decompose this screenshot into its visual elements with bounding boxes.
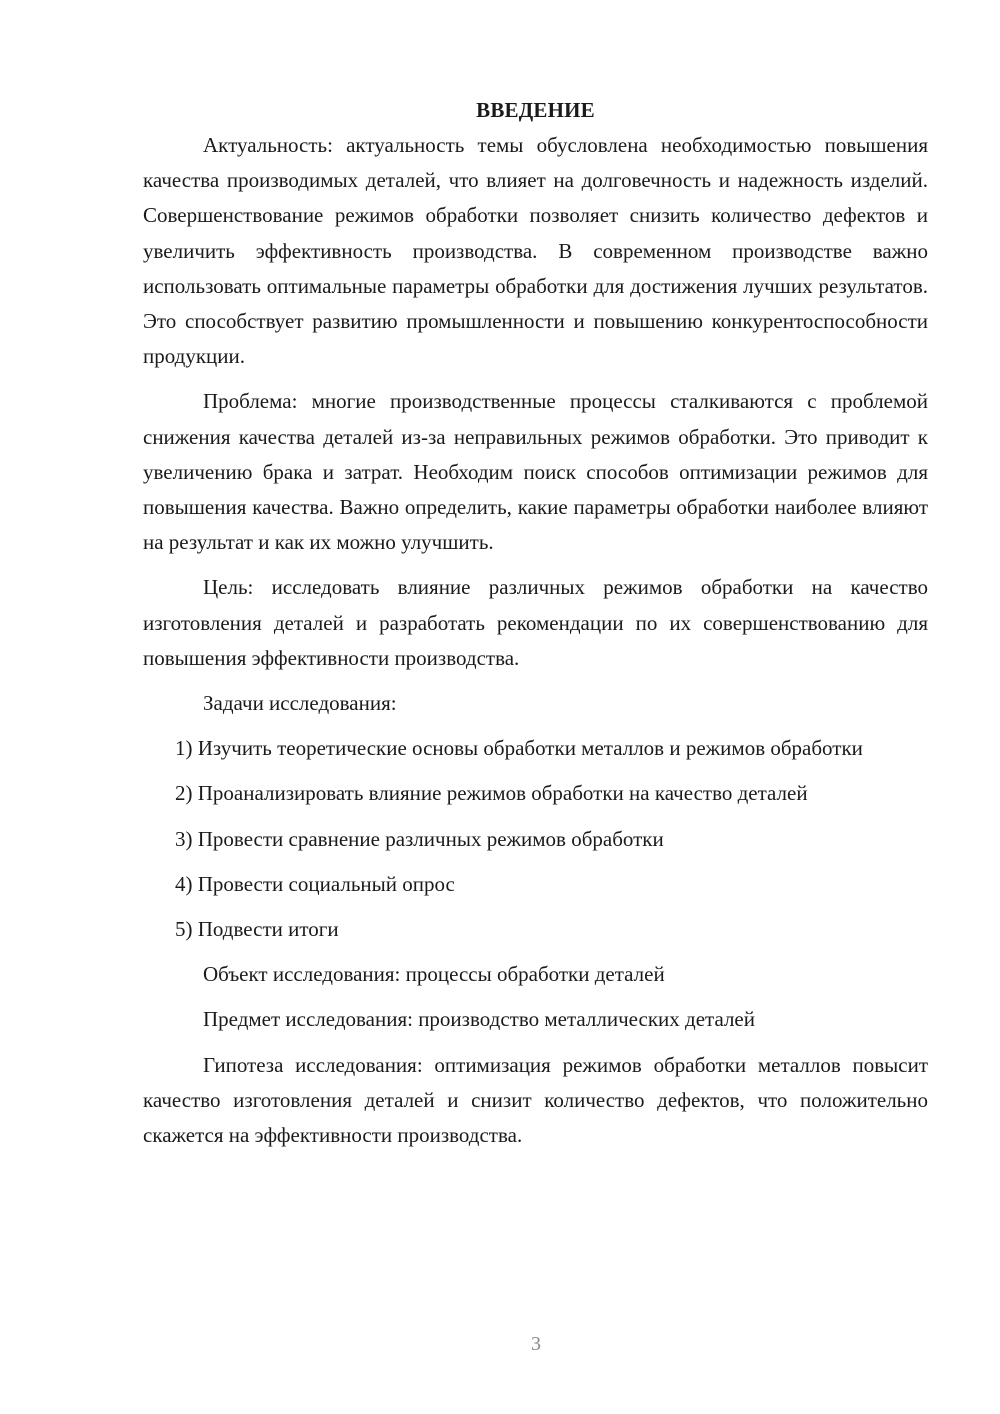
task-item-4: 4) Провести социальный опрос [175,871,455,896]
page-title: ВВЕДЕНИЕ [476,98,595,122]
problem-paragraph: Проблема: многие производственные процессы сталкиваются с проблемой снижения качества деталей из-за неправильных режимов обработки. Это приводит к увеличению брака и затрат. Необходим поиск способов оптимизации режимов для повышения качества. Важно определить, какие параметры обработки наиболее влияют на результат и как их можно улучшить. [143,389,928,555]
task-item-2: 2) Проанализировать влияние режимов обработки на качество деталей [175,781,808,806]
page-number: 3 [531,1333,541,1355]
task-item-3: 3) Провести сравнение различных режимов обработки [175,826,664,851]
task-item-5: 5) Подвести итоги [175,917,339,942]
document-body [143,93,928,1153]
task-item-1: 1) Изучить теоретические основы обработки металлов и режимов обработки [175,736,863,761]
hypothesis-paragraph: Гипотеза исследования: оптимизация режимов обработки металлов повысит качество изготовления деталей и снизит количество дефектов, что положительно скажется на эффективности производства. [143,1052,928,1148]
research-object: Объект исследования: процессы обработки деталей [203,962,665,987]
research-subject: Предмет исследования: производство металлических деталей [203,1007,755,1032]
relevance-paragraph: Актуальность: актуальность темы обусловлена необходимостью повышения качества производимых деталей, что влияет на долговечность и надежность изделий. Совершенствование режимов обработки позволяет снизить количество дефектов и увеличить эффективность производства. В современном производстве важно использовать оптимальные параметры обработки для достижения лучших результатов. Это способствует развитию промышленности и повышению конкурентоспособности продукции. [143,133,928,369]
tasks-heading: Задачи исследования: [203,691,397,716]
goal-paragraph: Цель: исследовать влияние различных режимов обработки на качество изготовления деталей и разработать рекомендации по их совершенствованию для повышения эффективности производства. [143,575,928,670]
